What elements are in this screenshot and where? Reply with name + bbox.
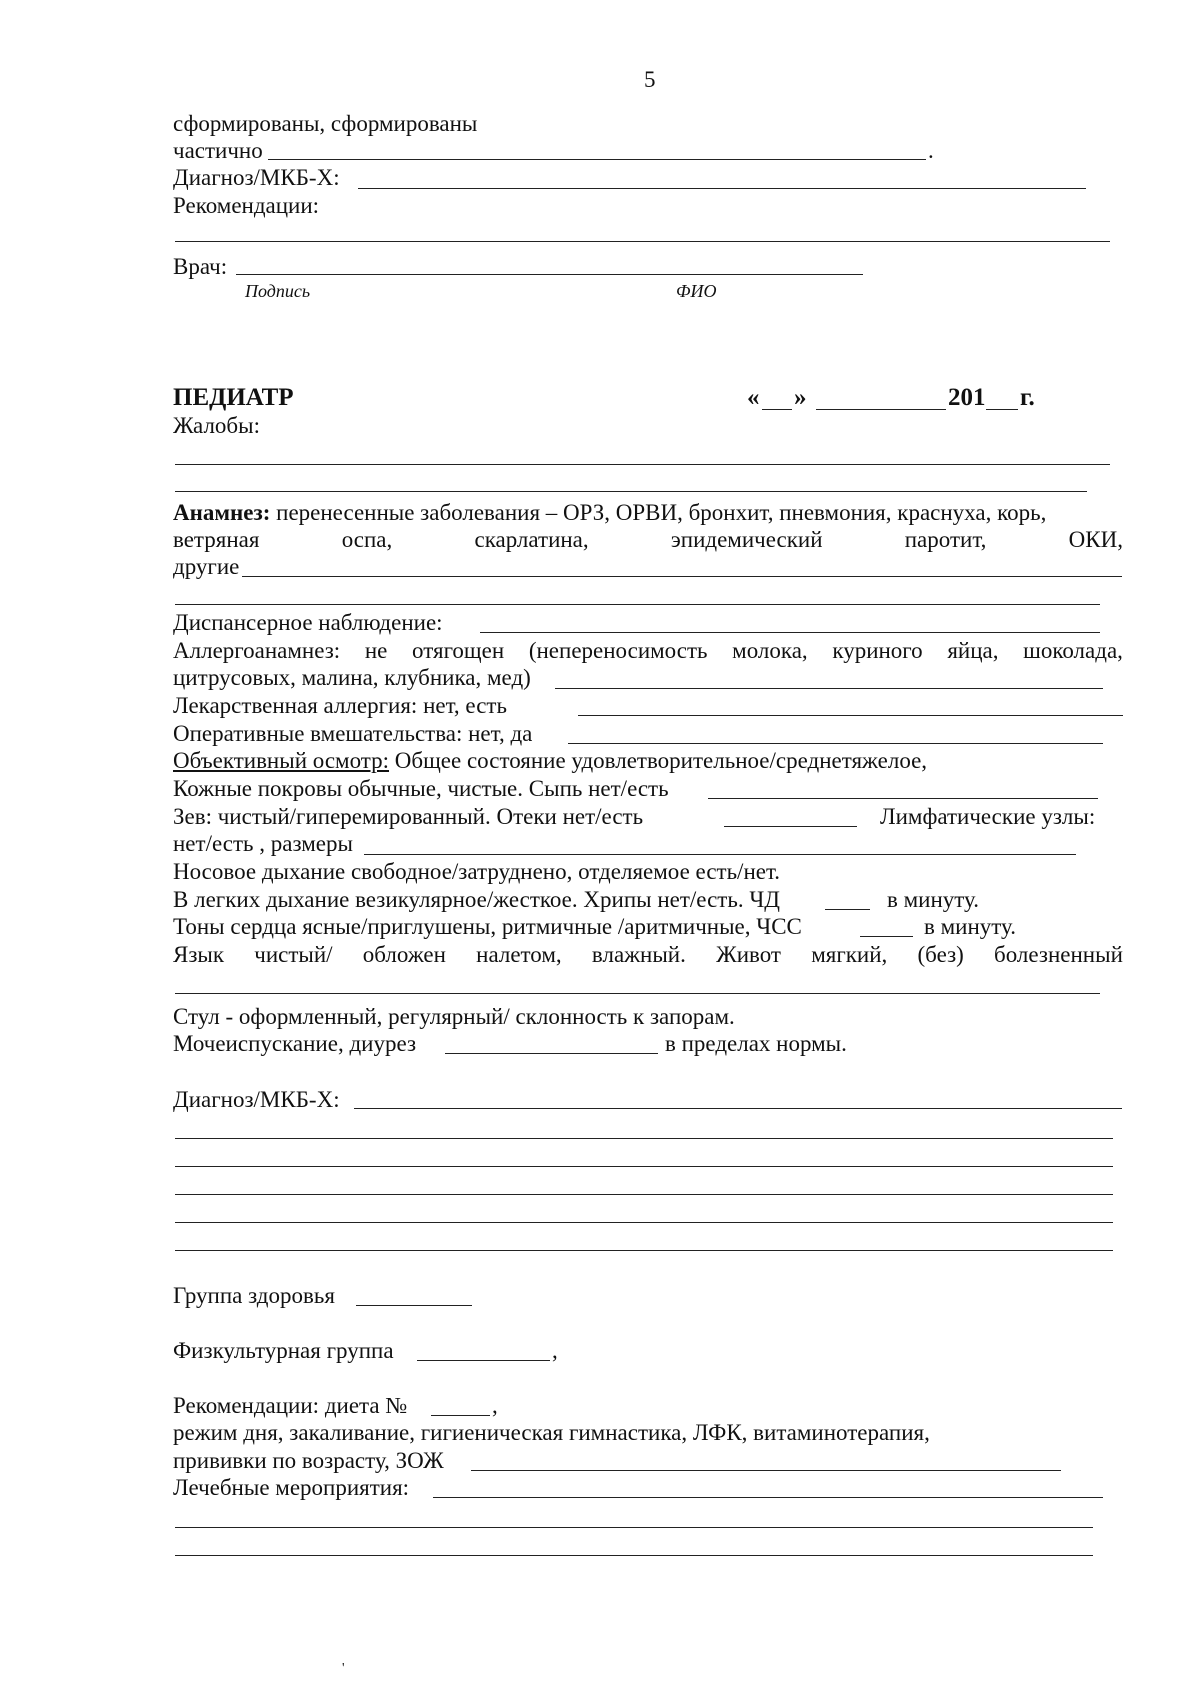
tongue-word: налетом, <box>476 942 562 967</box>
signature-caption: Подпись <box>245 281 311 301</box>
period: . <box>928 138 934 163</box>
anamnesis-diseases: перенесенные заболевания – ОРЗ, ОРВИ, бронхит, пневмония, краснуха, корь, <box>276 500 1047 525</box>
allergy-word: не <box>364 638 388 663</box>
exam-general: Общее состояние удовлетворительное/среднетяжелое, <box>389 748 928 773</box>
diet-number-field[interactable] <box>431 1415 490 1416</box>
exam-line <box>173 747 927 774</box>
tongue-word: Живот <box>716 942 781 967</box>
skin-field[interactable] <box>708 798 1098 799</box>
diagnosis-label: Диагноз/МКБ-Х: <box>173 1087 340 1112</box>
date-close-quote: » <box>794 384 807 411</box>
treatment-field-1[interactable] <box>433 1497 1103 1498</box>
treatment-field-2[interactable] <box>175 1527 1093 1528</box>
allergy-word: Аллергоанамнез: <box>173 638 341 663</box>
treatment-label: Лечебные мероприятия: <box>173 1475 410 1500</box>
diagnosis-label-top: Диагноз/МКБ-Х: <box>173 165 340 190</box>
anamnesis-word: скарлатина, <box>474 527 589 552</box>
diagnosis-field-6[interactable] <box>175 1250 1113 1251</box>
vaccination-label: прививки по возрасту, ЗОЖ <box>173 1448 444 1473</box>
drug-allergy-field[interactable] <box>578 715 1123 716</box>
name-caption: ФИО <box>676 281 717 301</box>
complaints-label: Жалобы: <box>173 413 260 438</box>
throat-label: Зев: чистый/гиперемированный. Отеки нет/есть <box>173 804 644 829</box>
date-day-field[interactable] <box>762 409 792 410</box>
nasal-breathing: Носовое дыхание свободное/затруднено, отделяемое есть/нет. <box>173 859 781 884</box>
partially-label: частично <box>173 138 263 163</box>
urination-norm: в пределах нормы. <box>665 1031 847 1056</box>
allergy-line-1 <box>173 637 1123 664</box>
allergy-word: (непереносимость <box>528 638 708 663</box>
urination-label: Мочеиспускание, диурез <box>173 1031 417 1056</box>
complaints-field-1[interactable] <box>175 464 1110 465</box>
surgery-field[interactable] <box>568 743 1103 744</box>
health-group-label: Группа здоровья <box>173 1283 335 1308</box>
doctor-signature-field[interactable] <box>236 274 863 275</box>
diagnosis-field-4[interactable] <box>175 1194 1113 1195</box>
tongue-line <box>173 941 1123 968</box>
allergy-field[interactable] <box>555 688 1103 689</box>
tongue-word: (без) <box>917 942 964 967</box>
allergy-word: шоколада, <box>1023 638 1123 663</box>
date-year-suffix: г. <box>1020 384 1035 411</box>
date-year-prefix: 201 <box>948 384 986 411</box>
treatment-field-3[interactable] <box>175 1555 1093 1556</box>
diet-label: Рекомендации: диета № <box>173 1393 408 1418</box>
dispensary-field[interactable] <box>480 632 1100 633</box>
lungs-label: В легких дыхание везикулярное/жесткое. Хрипы нет/есть. ЧД <box>173 887 780 912</box>
allergy-word: куриного <box>832 638 923 663</box>
diuresis-field[interactable] <box>445 1053 658 1054</box>
diagnosis-field-5[interactable] <box>175 1222 1113 1223</box>
anamnesis-word: паротит, <box>904 527 987 552</box>
abdomen-field[interactable] <box>175 993 1100 994</box>
diagnosis-field-2[interactable] <box>175 1138 1113 1139</box>
pe-group-field[interactable] <box>417 1360 550 1361</box>
tongue-word: чистый/ <box>254 942 333 967</box>
page-number: 5 <box>644 67 656 92</box>
tongue-word: влажный. <box>591 942 686 967</box>
diet-comma: , <box>492 1393 498 1418</box>
date-open-quote: « <box>747 384 760 411</box>
tongue-word: обложен <box>362 942 446 967</box>
diagnosis-field-3[interactable] <box>175 1166 1113 1167</box>
doctor-label: Врач: <box>173 254 228 279</box>
lymph-label: Лимфатические узлы: <box>880 804 1096 829</box>
edema-field[interactable] <box>724 826 857 827</box>
dispensary-label: Диспансерное наблюдение: <box>173 610 443 635</box>
date-year-field[interactable] <box>986 409 1018 410</box>
drug-allergy-label: Лекарственная аллергия: нет, есть <box>173 693 507 718</box>
skin-label: Кожные покровы обычные, чистые. Сыпь нет/есть <box>173 776 669 801</box>
anamnesis-other-field[interactable] <box>242 576 1122 577</box>
anamnesis-word: оспа, <box>341 527 393 552</box>
allergy-word: яйца, <box>947 638 999 663</box>
tongue-word: болезненный <box>994 942 1123 967</box>
diagnosis-field-1[interactable] <box>354 1108 1122 1109</box>
vaccination-field[interactable] <box>471 1470 1061 1471</box>
resp-rate-field[interactable] <box>825 909 870 910</box>
heart-label: Тоны сердца ясные/приглушены, ритмичные /аритмичные, ЧСС <box>173 914 802 939</box>
lymph-size-label: нет/есть , размеры <box>173 831 353 856</box>
tongue-word: Язык <box>173 942 225 967</box>
stool-text: Стул - оформленный, регулярный/ склонность к запорам. <box>173 1004 735 1029</box>
recommendations-label-top: Рекомендации: <box>173 193 320 218</box>
allergy-word: молока, <box>732 638 808 663</box>
anamnesis-word: ветряная <box>173 527 260 552</box>
health-group-field[interactable] <box>356 1305 472 1306</box>
anamnesis-line-2 <box>173 526 1123 553</box>
anamnesis-other-field-2[interactable] <box>175 604 1100 605</box>
lymph-size-field[interactable] <box>364 854 1076 855</box>
date-month-field[interactable] <box>816 409 946 410</box>
formed-text: сформированы, сформированы <box>173 111 478 136</box>
scan-mark: ' <box>342 1661 345 1676</box>
allergy-word: отягощен <box>412 638 505 663</box>
allergy-line-2: цитрусовых, малина, клубника, мед) <box>173 665 531 690</box>
anamnesis-label: Анамнез: <box>173 500 271 525</box>
pediatrician-title: ПЕДИАТР <box>173 384 294 411</box>
anamnesis-other-label: другие <box>173 554 240 579</box>
complaints-field-2[interactable] <box>175 491 1087 492</box>
exam-label: Объективный осмотр: <box>173 748 390 773</box>
regimen-text: режим дня, закаливание, гигиеническая гимнастика, ЛФК, витаминотерапия, <box>173 1420 930 1445</box>
partially-field[interactable] <box>268 159 926 160</box>
surgery-label: Оперативные вмешательства: нет, да <box>173 721 533 746</box>
pe-group-label: Физкультурная группа <box>173 1338 394 1363</box>
pe-group-comma: , <box>552 1338 558 1363</box>
anamnesis-line-1 <box>173 499 1046 526</box>
anamnesis-word: ОКИ, <box>1068 527 1123 552</box>
diagnosis-field-top[interactable] <box>358 188 1086 189</box>
recommendations-field-top[interactable] <box>175 241 1110 242</box>
tongue-word: мягкий, <box>811 942 888 967</box>
anamnesis-word: эпидемический <box>670 527 823 552</box>
heart-rate-field[interactable] <box>860 936 913 937</box>
heart-rate-unit: в минуту. <box>924 914 1016 939</box>
resp-rate-unit: в минуту. <box>887 887 979 912</box>
